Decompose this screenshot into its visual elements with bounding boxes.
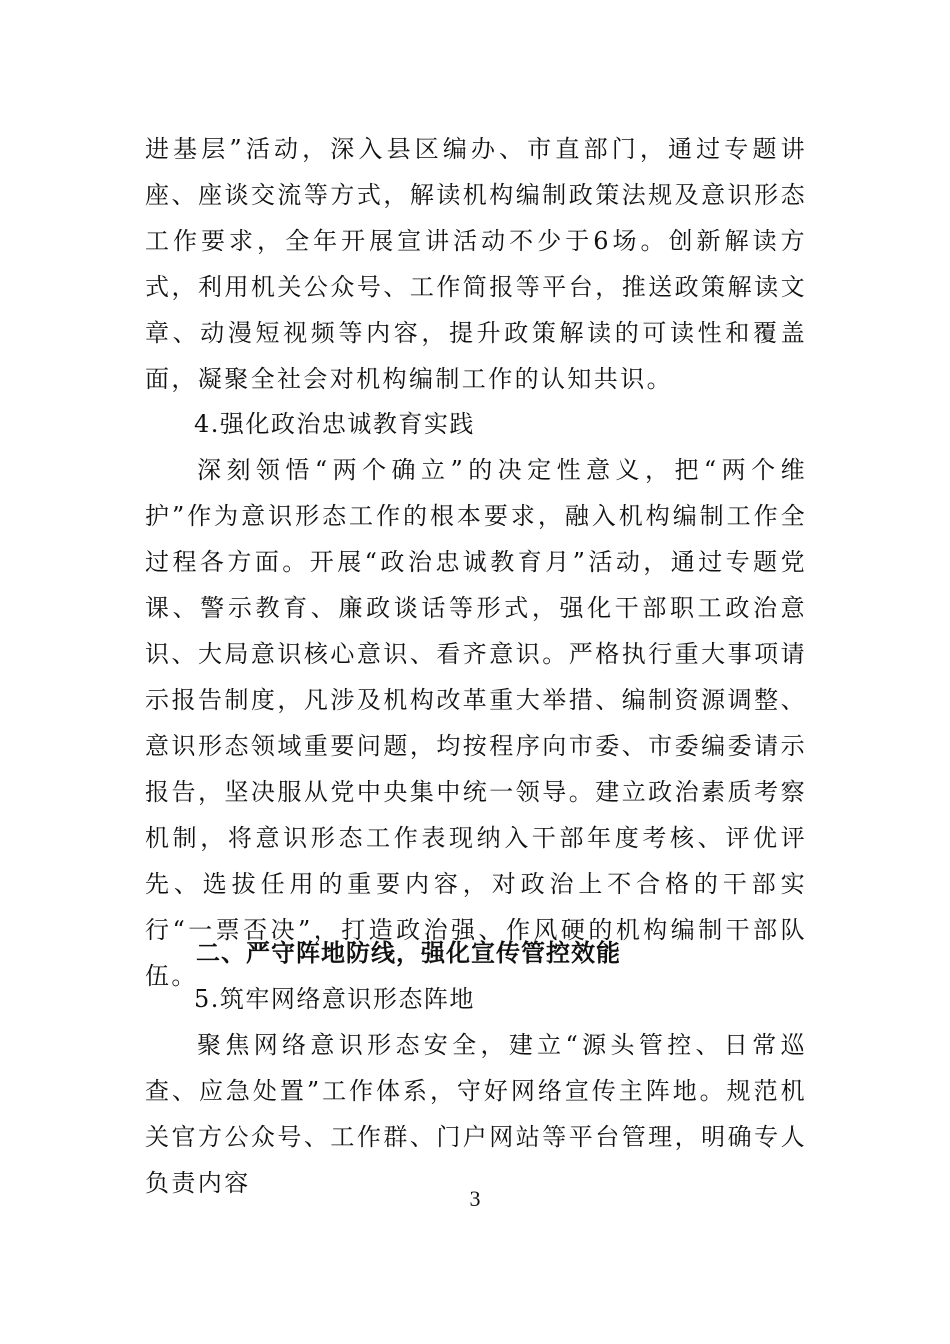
page-number: 3 [469, 1186, 481, 1211]
subheading-5: 5.筑牢网络意识形态阵地 [194, 985, 475, 1013]
paragraph-network-ideology: 聚焦网络意识形态安全，建立“源头管控、日常巡查、应急处置”工作体系，守好网络宣传主阵地。规范机关官方公众号、工作群、门户网站等平台管理，明确专人负责内容 [145, 1031, 807, 1197]
section-heading-2: 二、严守阵地防线，强化宣传管控效能 [196, 939, 621, 967]
paragraph-continued: 进基层”活动，深入县区编办、市直部门，通过专题讲座、座谈交流等方式，解读机构编制政策法规及意识形态工作要求，全年开展宣讲活动不少于6场。创新解读方式，利用机关公众号、工作简报等平台，推送政策解读文章、动漫短视频等内容，提升政策解读的可读性和覆盖面，凝聚全社会对机构编制工作的认知共识。 [145, 135, 807, 393]
paragraph-political-loyalty: 深刻领悟“两个确立”的决定性意义，把“两个维护”作为意识形态工作的根本要求，融入机构编制工作全过程各方面。开展“政治忠诚教育月”活动，通过专题党课、警示教育、廉政谈话等形式，强化干部职工政治意识、大局意识核心意识、看齐意识。严格执行重大事项请示报告制度，凡涉及机构改革重大举措、编制资源调整、意识形态领域重要问题，均按程序向市委、市委编委请示报告，坚决服从党中央集中统一领导。建立政治素质考察机制，将意识形态工作表现纳入干部年度考核、评优评先、选拔任用的重要内容，对政治上不合格的干部实行“一票否决”，打造政治强、作风硬的机构编制干部队伍。 [145, 456, 807, 990]
subheading-4: 4.强化政治忠诚教育实践 [194, 410, 475, 438]
